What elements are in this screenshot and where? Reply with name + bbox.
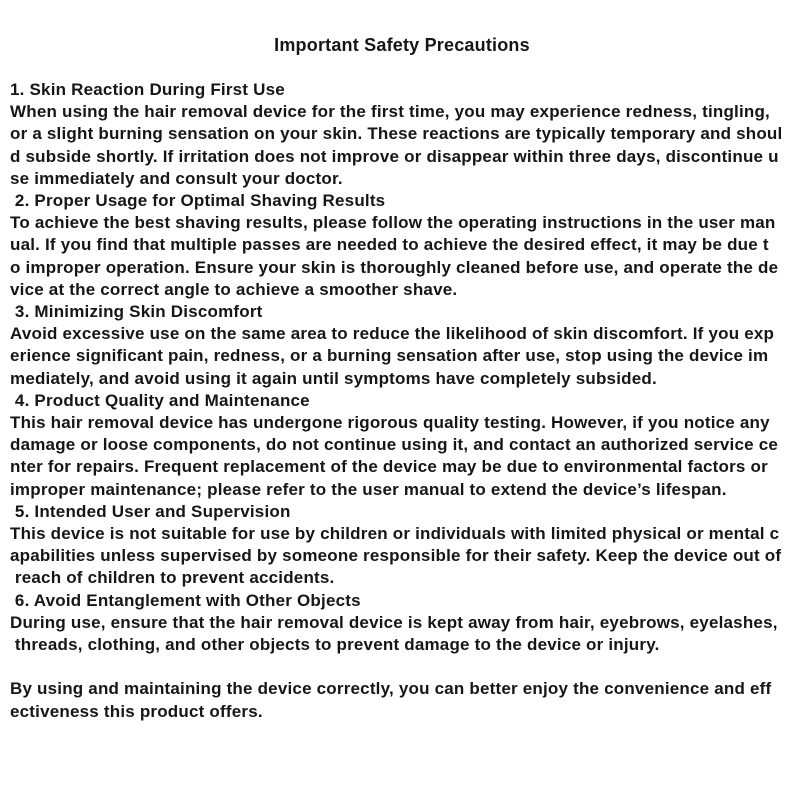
closing-line: ectiveness this product offers. [10, 701, 263, 721]
section-heading: 5. Intended User and Supervision [10, 501, 291, 521]
body-line: reach of children to prevent accidents. [10, 568, 335, 588]
page-title: Important Safety Precautions [274, 35, 530, 55]
body-line: nter for repairs. Frequent replacement of the device may be due to environmental factors or [10, 457, 768, 477]
blank-line [10, 656, 794, 678]
body-line: o improper operation. Ensure your skin is thoroughly cleaned before use, and operate the de [10, 257, 779, 277]
body-line: vice at the correct angle to achieve a smoother shave. [10, 279, 458, 299]
body-line: or a slight burning sensation on your skin. These reactions are typically temporary and shoul [10, 124, 783, 144]
document-content [10, 79, 794, 723]
body-line: When using the hair removal device for the first time, you may experience redness, tingling, [10, 102, 770, 122]
section-heading: 6. Avoid Entanglement with Other Objects [10, 590, 361, 610]
body-line: mediately, and avoid using it again until symptoms have completely subsided. [10, 368, 657, 388]
body-line: This device is not suitable for use by children or individuals with limited physical or mental c [10, 524, 780, 544]
body-line: d subside shortly. If irritation does not improve or disappear within three days, discontinue u [10, 146, 779, 166]
section-heading: 2. Proper Usage for Optimal Shaving Results [10, 191, 386, 211]
section-heading: 1. Skin Reaction During First Use [10, 80, 285, 99]
section-heading: 4. Product Quality and Maintenance [10, 390, 310, 410]
body-line: ual. If you find that multiple passes are needed to achieve the desired effect, it may be due t [10, 235, 769, 255]
body-line: Avoid excessive use on the same area to reduce the likelihood of skin discomfort. If you exp [10, 324, 775, 344]
body-line: damage or loose components, do not continue using it, and contact an authorized service ce [10, 435, 779, 455]
body-line: threads, clothing, and other objects to prevent damage to the device or injury. [10, 635, 660, 655]
body-line: erience significant pain, redness, or a burning sensation after use, stop using the device im [10, 346, 769, 366]
section-heading: 3. Minimizing Skin Discomfort [10, 302, 263, 322]
body-line: To achieve the best shaving results, please follow the operating instructions in the user man [10, 213, 776, 233]
body-line: improper maintenance; please refer to the user manual to extend the device’s lifespan. [10, 479, 727, 499]
body-line: se immediately and consult your doctor. [10, 168, 343, 188]
body-line: apabilities unless supervised by someone responsible for their safety. Keep the device out of [10, 546, 782, 566]
closing-line: By using and maintaining the device correctly, you can better enjoy the convenience and eff [10, 679, 772, 699]
body-line: During use, ensure that the hair removal device is kept away from hair, eyebrows, eyelashes, [10, 612, 778, 632]
body-line: This hair removal device has undergone rigorous quality testing. However, if you notice any [10, 413, 770, 433]
